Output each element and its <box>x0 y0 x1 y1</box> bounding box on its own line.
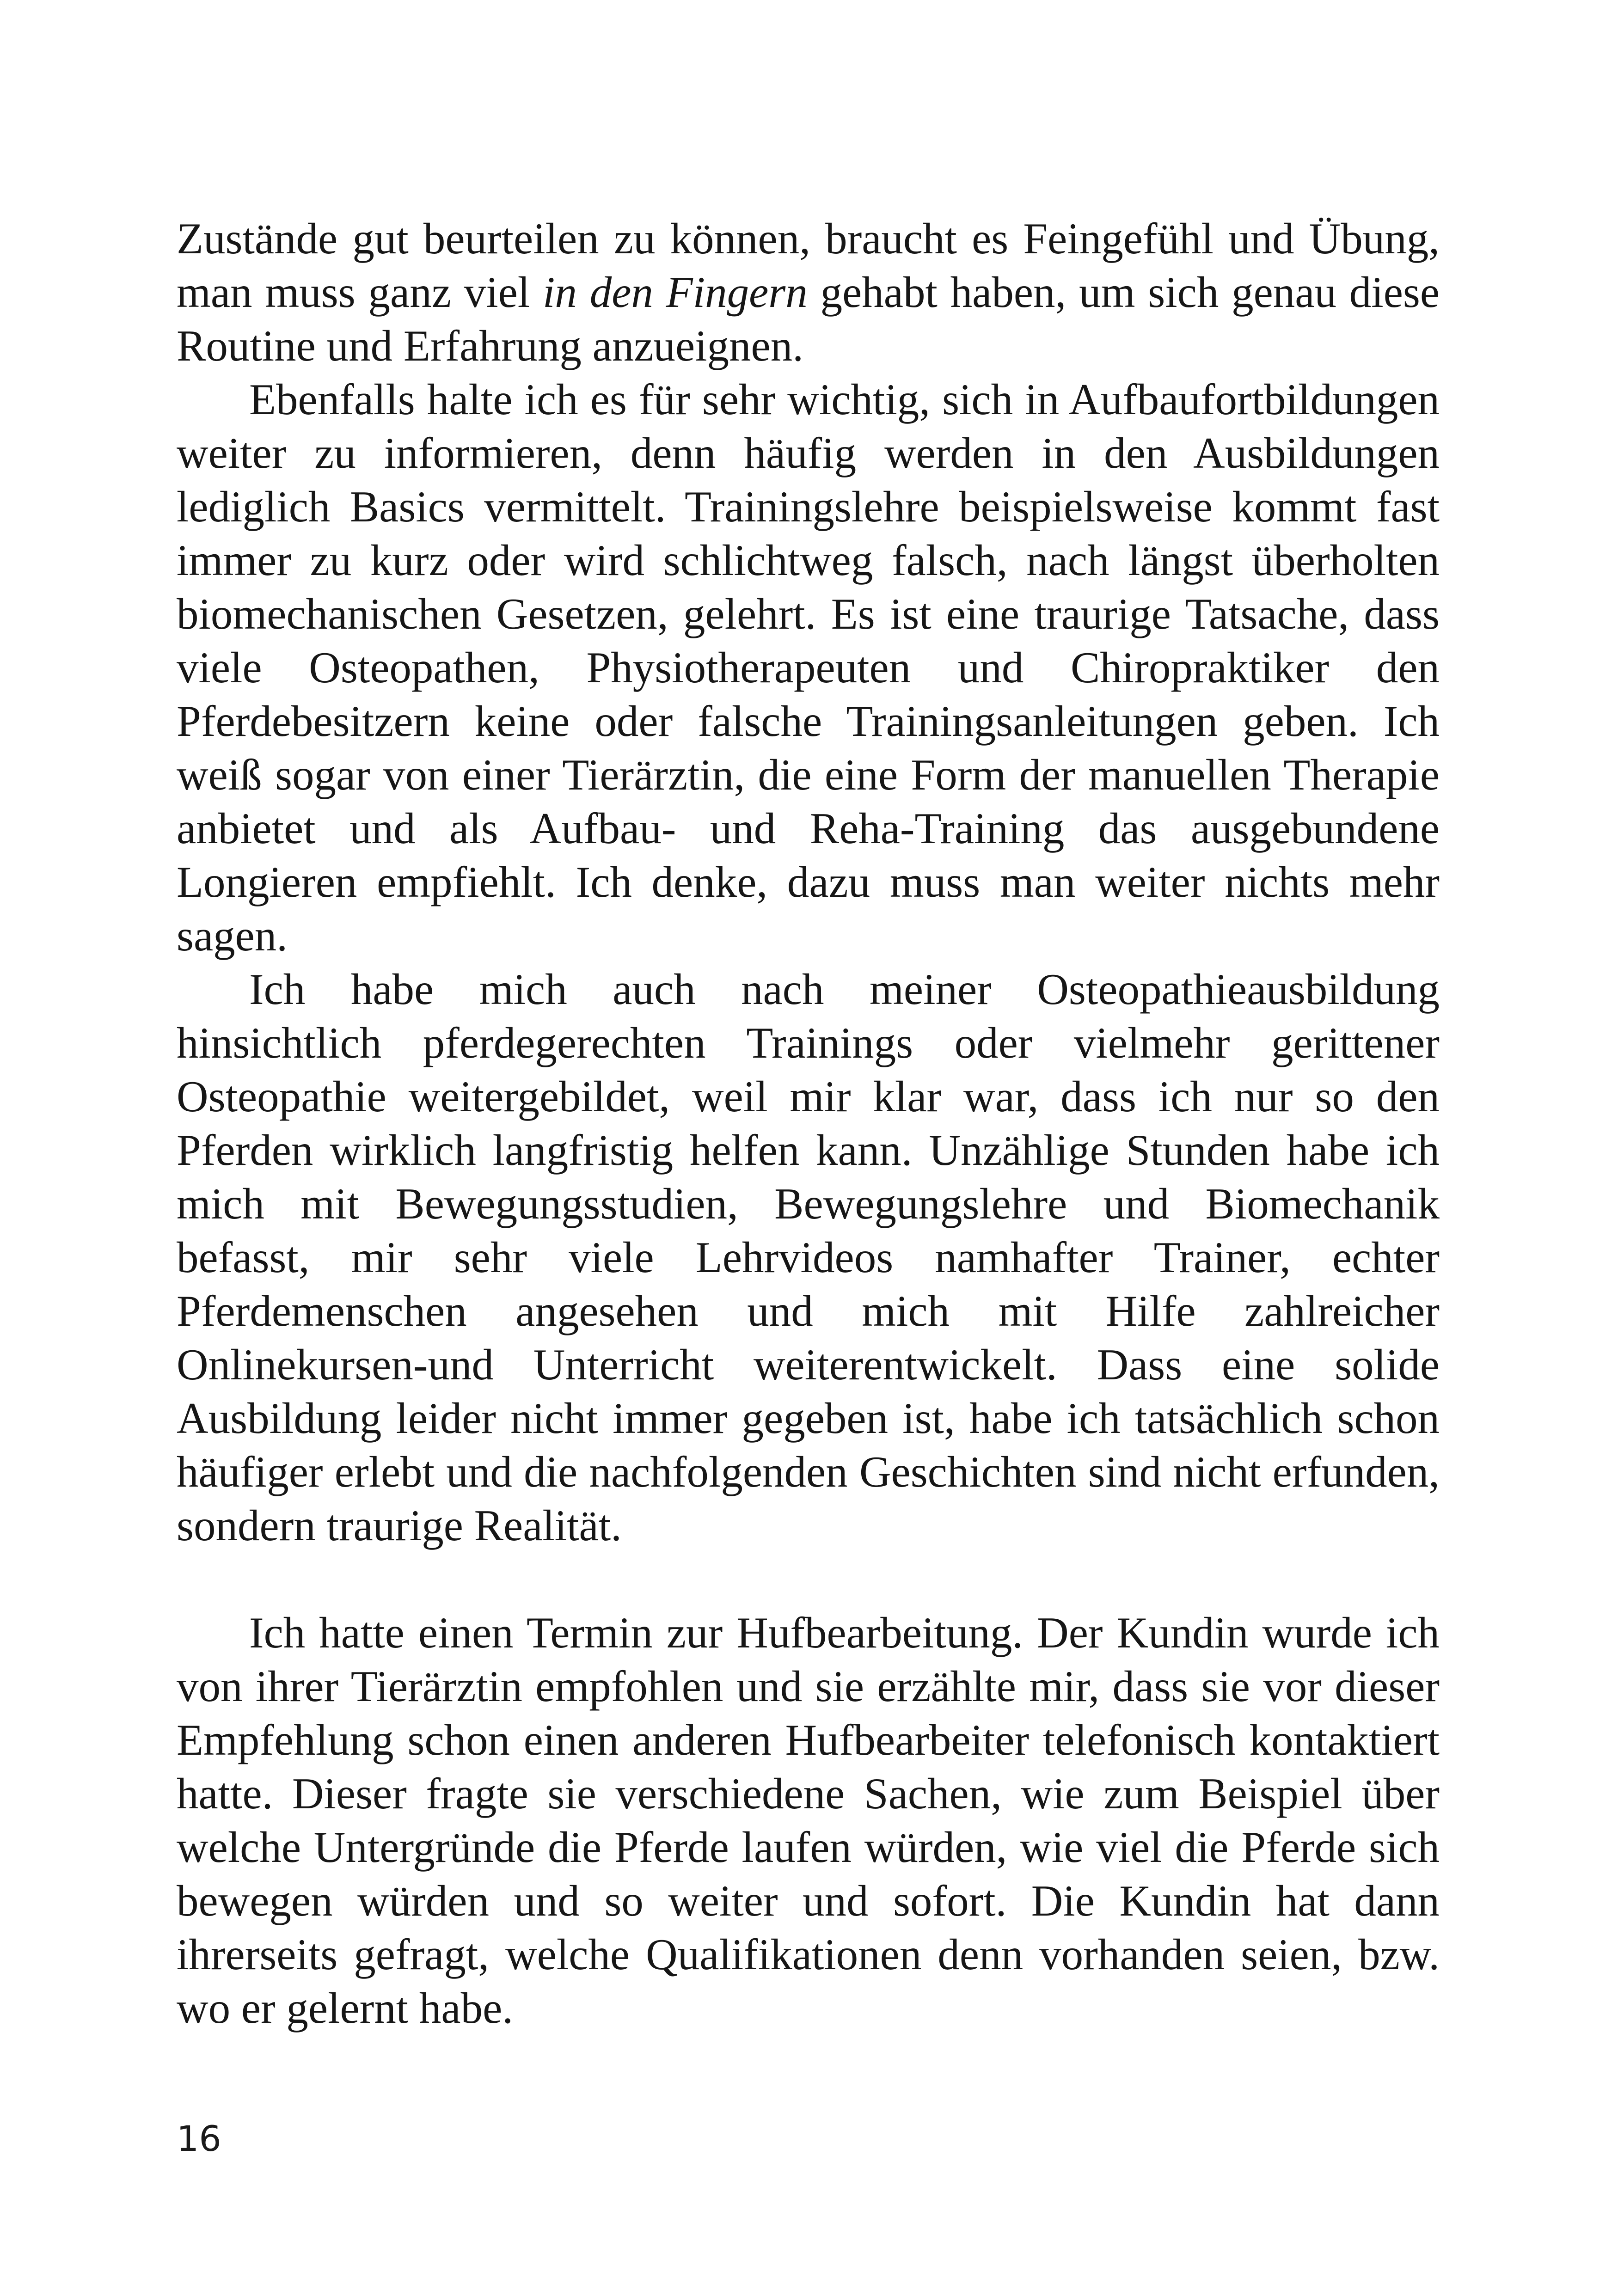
paragraph-1-emphasis: in den Fingern <box>543 268 808 317</box>
paragraph-2: Ebenfalls halte ich es für sehr wichtig, sich in Aufbaufortbildungen weiter zu informieren, denn häufig werden in den Ausbildungen lediglich Basics vermittelt. Trainingslehre beispielsweise kommt fast immer zu kurz oder wird schlichtweg falsch, nach längst überholten biomechanischen Gesetzen, gelehrt. Es ist eine traurige Tatsache, dass viele Osteopathen, Physiotherapeuten und Chiropraktiker den Pferdebesitzern keine oder falsche Trainingsanleitungen geben. Ich weiß sogar von einer Tierärztin, die eine Form der manuellen Therapie anbietet und als Aufbau- und Reha-Training das ausgebundene Longieren empfiehlt. Ich denke, dazu muss man weiter nichts mehr sagen. <box>177 375 1440 960</box>
paragraph-1-text-end: gehabt haben, um sich genau diese Routine und Erfahrung anzueignen. <box>177 268 1440 370</box>
page-body-text <box>177 212 1440 2035</box>
paragraph-3: Ich habe mich auch nach meiner Osteopathieausbildung hinsichtlich pferdegerechten Trainings oder vielmehr gerittener Osteopathie weitergebildet, weil mir klar war, dass ich nur so den Pferden wirklich langfristig helfen kann. Unzählige Stunden habe ich mich mit Bewegungsstudien, Bewegungslehre und Biomechanik befasst, mir sehr viele Lehrvideos namhafter Trainer, echter Pferdemenschen angesehen und mich mit Hilfe zahlreicher Onlinekursen-und Unterricht weiterentwickelt. Dass eine solide Ausbildung leider nicht immer gegeben ist, habe ich tatsächlich schon häufiger erlebt und die nachfolgenden Geschichten sind nicht erfunden, sondern traurige Realität. <box>177 965 1440 1550</box>
paragraph-1-text-start: Zustände gut beurteilen zu können, braucht es Feingefühl und Übung, man muss ganz viel <box>177 214 1440 317</box>
paragraph-1 <box>177 212 1440 373</box>
paragraph-4: Ich hatte einen Termin zur Hufbearbeitung. Der Kundin wurde ich von ihrer Tierärztin empfohlen und sie erzählte mir, dass sie vor dieser Empfehlung schon einen anderen Hufbearbeiter telefonisch kontaktiert hatte. Dieser fragte sie verschiedene Sachen, wie zum Beispiel über welche Untergründe die Pferde laufen würden, wie viel die Pferde sich bewegen würden und so weiter und sofort. Die Kundin hat dann ihrerseits gefragt, welche Qualifikationen denn vorhanden seien, bzw. wo er gelernt habe. <box>177 1608 1440 2033</box>
page-number: 16 <box>177 2118 221 2159</box>
section-break <box>177 1552 1440 1606</box>
